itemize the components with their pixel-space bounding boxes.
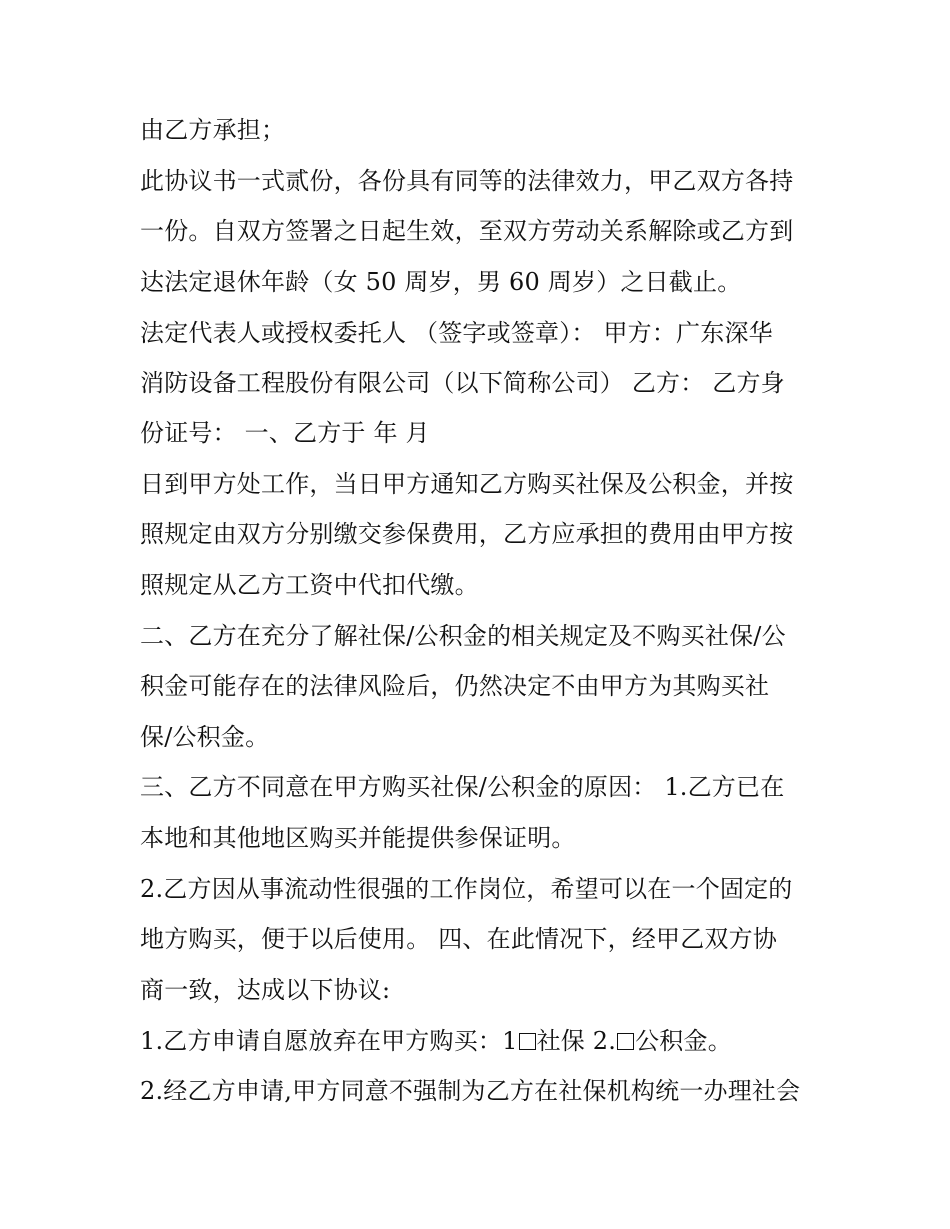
checkbox-social-insurance-label: 社保 2. xyxy=(536,1027,617,1055)
checkbox-text-line xyxy=(140,1021,830,1061)
text-line: 由乙方承担； xyxy=(140,116,286,144)
text-line: 此协议书一式贰份，各份具有同等的法律效力，甲乙双方各持 xyxy=(140,167,794,195)
text-line: 三、乙方不同意在甲方购买社保/公积金的原因： 1.乙方已在 xyxy=(140,773,785,801)
text-line: 二、乙方在充分了解社保/公积金的相关规定及不购买社保/公 xyxy=(140,622,786,650)
text-line: 法定代表人或授权委托人 （签字或签章）： 甲方：广东深华 xyxy=(140,319,773,347)
text-line: 积金可能存在的法律风险后，仍然决定不由甲方为其购买社 xyxy=(140,672,770,700)
text-line: 照规定由双方分别缴交参保费用，乙方应承担的费用由甲方按 xyxy=(140,520,794,548)
text-line: 日到甲方处工作，当日甲方通知乙方购买社保及公积金，并按 xyxy=(140,470,794,498)
text-line: 地方购买，便于以后使用。 四、在此情况下，经甲乙双方协 xyxy=(140,925,778,953)
text-line: 达法定退休年龄（女 50 周岁，男 60 周岁）之日截止。 xyxy=(140,268,742,296)
text-line: 份证号： 一、乙方于 年 月 xyxy=(140,419,430,447)
text-line: 照规定从乙方工资中代扣代缴。 xyxy=(140,571,479,599)
text-line: 一份。自双方签署之日起生效，至双方劳动关系解除或乙方到 xyxy=(140,217,794,245)
text-line: 消防设备工程股份有限公司（以下简称公司） 乙方： 乙方身 xyxy=(140,369,785,397)
text-line: 2.乙方因从事流动性很强的工作岗位，希望可以在一个固定的 xyxy=(140,875,793,903)
checkbox-housing-fund[interactable] xyxy=(617,1033,634,1050)
text-line: 2.经乙方申请,甲方同意不强制为乙方在社保机构统一办理社会 xyxy=(140,1077,801,1105)
checkbox-social-insurance[interactable] xyxy=(519,1033,536,1050)
text-line: 保/公积金。 xyxy=(140,723,270,751)
checkbox-line-prefix: 1.乙方申请自愿放弃在甲方购买：1 xyxy=(140,1027,518,1055)
checkbox-housing-fund-label: 公积金。 xyxy=(635,1027,732,1055)
text-line: 商一致，达成以下协议: xyxy=(140,976,391,1004)
text-line: 本地和其他地区购买并能提供参保证明。 xyxy=(140,824,576,852)
